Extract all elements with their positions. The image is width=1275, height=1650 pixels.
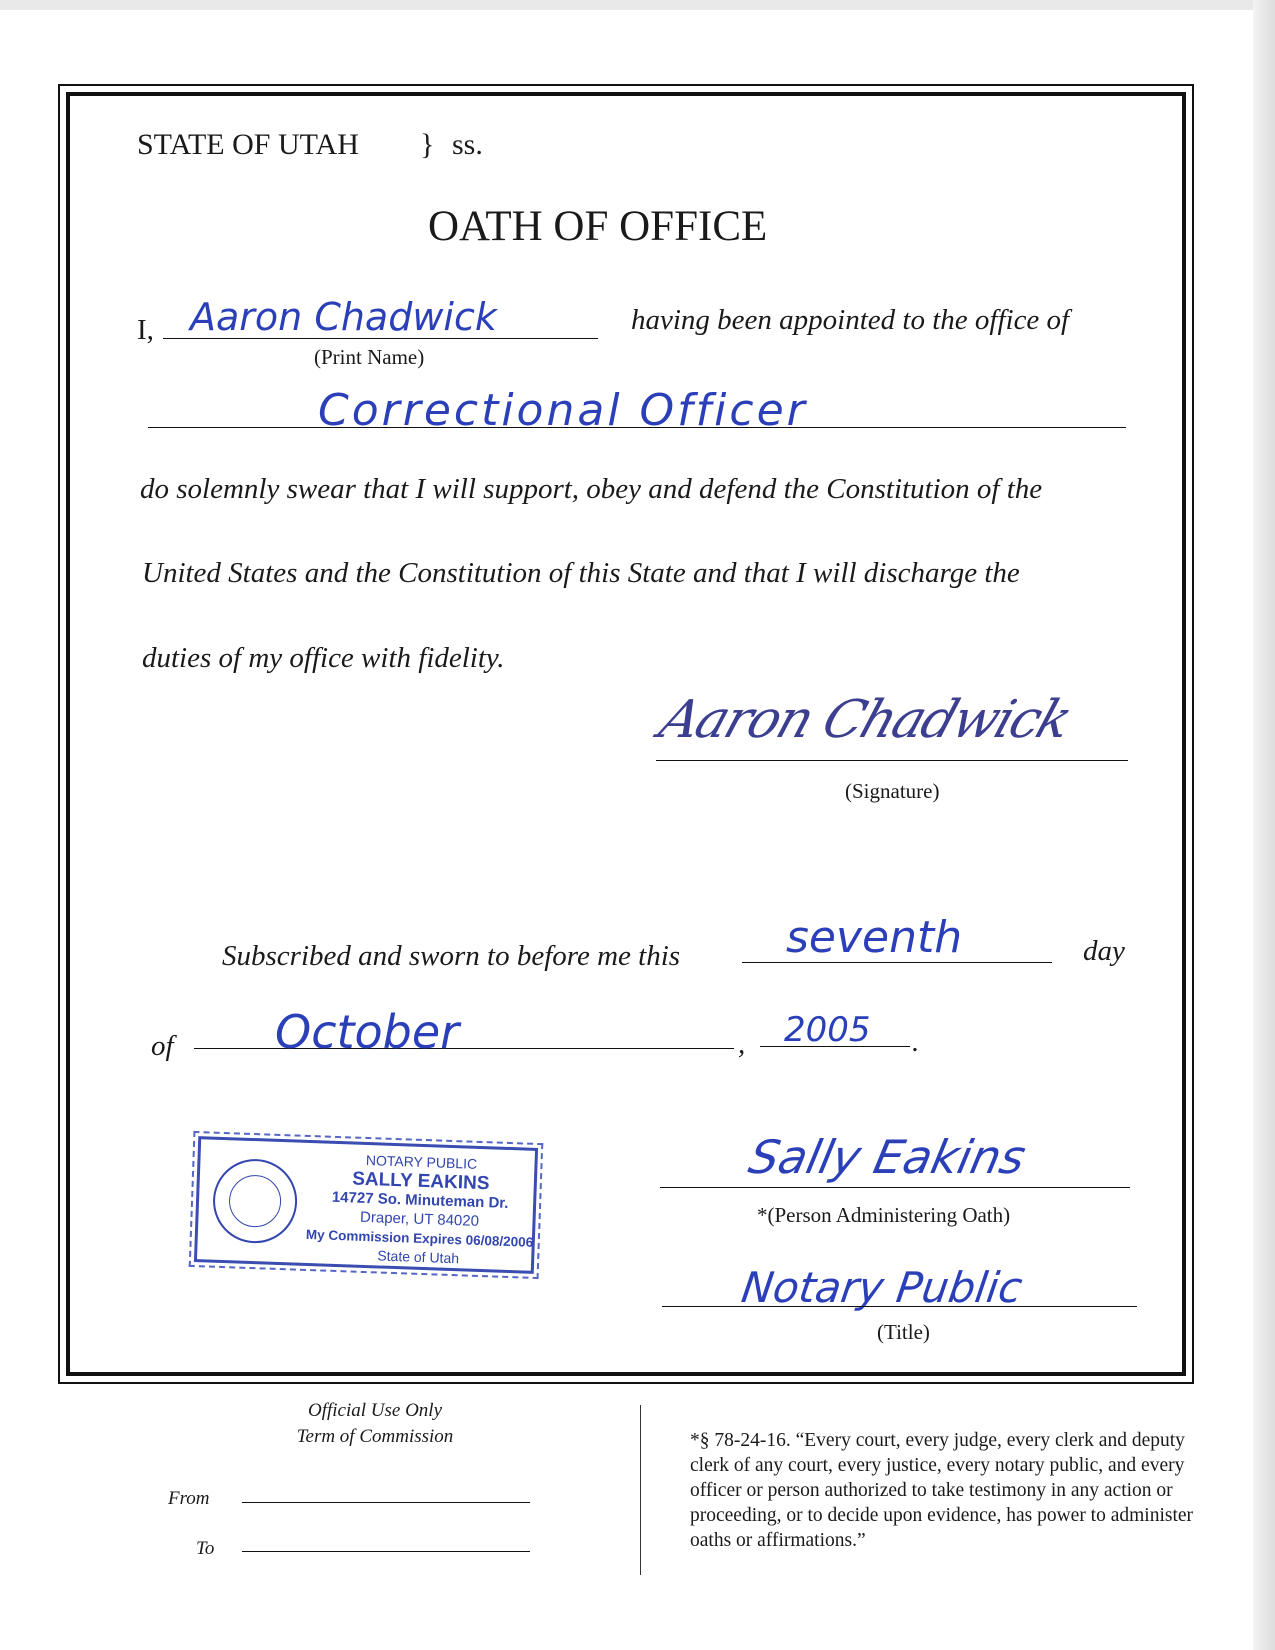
oath-signature: Aaron Chadwick <box>652 690 1078 750</box>
oath-line-3: duties of my office with fidelity. <box>142 642 505 674</box>
of-label: of <box>151 1030 174 1062</box>
title-caption: (Title) <box>877 1320 930 1344</box>
state-line: STATE OF UTAH <box>137 128 359 161</box>
comma: , <box>738 1028 746 1060</box>
stamp-line-1: NOTARY PUBLIC <box>365 1151 478 1172</box>
title-line <box>662 1306 1137 1307</box>
signature-line <box>656 760 1128 761</box>
stamp-line-3: 14727 So. Minuteman Dr. <box>331 1188 509 1212</box>
to-label: To <box>196 1538 215 1559</box>
filled-day: seventh <box>786 912 963 963</box>
statute-text: *§ 78-24-16. “Every court, every judge, every clerk and deputy clerk of any court, every justice, every notary public, and every officer or person authorized to take testimony in any action or proceeding, or to decide upon evidence, has power to administer oaths or affirmations.” <box>690 1430 1194 1551</box>
administrator-line <box>660 1187 1130 1188</box>
stamp-text <box>305 1149 535 1271</box>
brace: } <box>420 128 435 161</box>
ss-label: ss. <box>452 128 483 161</box>
period: . <box>912 1026 920 1058</box>
state-seal <box>212 1158 299 1245</box>
oath-line-1: do solemnly swear that I will support, obey and defend the Constitution of the <box>140 473 1043 505</box>
administrator-caption: *(Person Administering Oath) <box>757 1203 1011 1227</box>
to-line <box>242 1551 530 1552</box>
filled-office: Correctional Officer <box>318 385 808 436</box>
paper-right-edge <box>1253 0 1275 1650</box>
subscribed-text: Subscribed and sworn to before me this <box>222 940 681 972</box>
term-of-commission-label: Term of Commission <box>296 1426 454 1447</box>
seal-emblem <box>228 1174 282 1228</box>
administrator-signature: Sally Eakins <box>744 1130 1031 1184</box>
page-title: OATH OF OFFICE <box>428 203 768 250</box>
signature-caption: (Signature) <box>845 779 940 803</box>
stamp-line-6: State of Utah <box>377 1247 460 1267</box>
filled-year: 2005 <box>784 1010 871 1050</box>
footer-divider <box>640 1405 641 1575</box>
appointed-text: having been appointed to the office of <box>631 304 1070 336</box>
notary-stamp <box>194 1136 538 1274</box>
paper-top-edge <box>0 0 1275 10</box>
stamp-line-2: SALLY EAKINS <box>351 1168 490 1195</box>
print-name-caption: (Print Name) <box>314 345 425 369</box>
from-line <box>242 1502 530 1503</box>
i-label: I, <box>137 314 154 346</box>
from-label: From <box>168 1488 210 1509</box>
filled-month: October <box>275 1005 460 1059</box>
administrator-title: Notary Public <box>738 1263 1026 1312</box>
filled-name: Aaron Chadwick <box>190 295 497 339</box>
oath-line-2: United States and the Constitution of this State and that I will discharge the <box>142 557 1020 589</box>
stamp-line-4: Draper, UT 84020 <box>359 1208 480 1230</box>
stamp-line-5: My Commission Expires 06/08/2006 <box>305 1226 534 1250</box>
day-label: day <box>1083 935 1125 967</box>
official-use-label: Official Use Only <box>307 1400 443 1421</box>
